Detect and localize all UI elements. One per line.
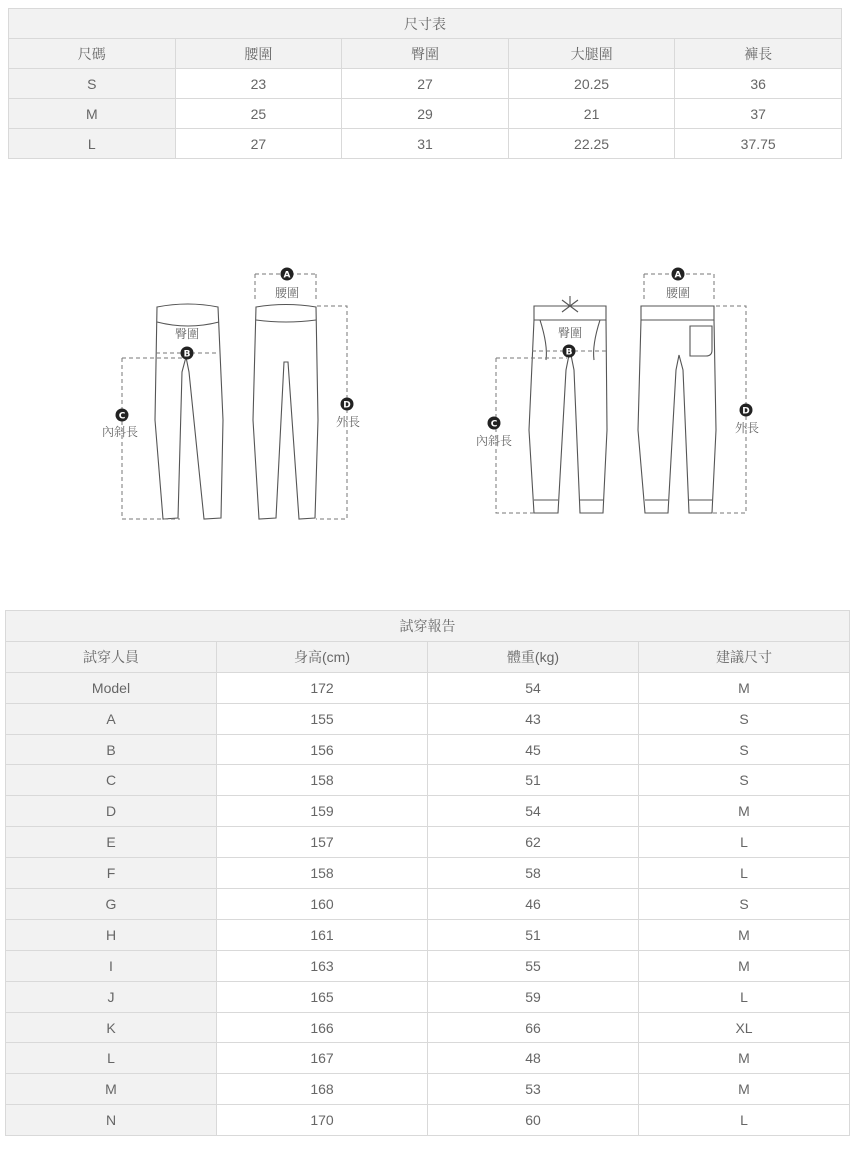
table-row [6, 734, 850, 765]
hip-cell: 29 [342, 99, 509, 129]
marker-waist-leggings [281, 268, 294, 281]
suggested-size-cell: M [639, 950, 850, 981]
tester-cell: J [6, 981, 217, 1012]
weight-cell: 45 [428, 734, 639, 765]
height-cell: 166 [217, 1012, 428, 1043]
header-hip: 臀圍 [342, 39, 509, 69]
tester-cell: G [6, 889, 217, 920]
height-cell: 158 [217, 858, 428, 889]
suggested-size-cell: S [639, 765, 850, 796]
thigh-cell: 20.25 [508, 69, 675, 99]
weight-cell: 59 [428, 981, 639, 1012]
label-inseam-joggers: 內斜長 [475, 434, 513, 448]
height-cell: 170 [217, 1105, 428, 1136]
weight-cell: 66 [428, 1012, 639, 1043]
fitting-report-table [5, 610, 850, 1136]
weight-cell: 48 [428, 1043, 639, 1074]
label-outseam-joggers: 外長 [734, 421, 760, 435]
table-row [6, 919, 850, 950]
thigh-cell: 21 [508, 99, 675, 129]
marker-inseam-joggers [488, 417, 501, 430]
marker-outseam-joggers [740, 404, 753, 417]
tester-cell: A [6, 703, 217, 734]
svg-text:D: D [742, 406, 750, 417]
header-length: 褲長 [675, 39, 842, 69]
suggested-size-cell: L [639, 1105, 850, 1136]
table-row [6, 889, 850, 920]
tester-cell: I [6, 950, 217, 981]
height-cell: 172 [217, 672, 428, 703]
marker-waist-joggers [672, 268, 685, 281]
label-waist-joggers: 腰圍 [665, 286, 691, 300]
table-row [6, 1074, 850, 1105]
weight-cell: 51 [428, 765, 639, 796]
header-tester: 試穿人員 [6, 641, 217, 672]
weight-cell: 54 [428, 796, 639, 827]
table-row [6, 1105, 850, 1136]
weight-cell: 60 [428, 1105, 639, 1136]
header-suggested-size: 建議尺寸 [639, 641, 850, 672]
joggers-back-illustration [638, 306, 716, 513]
waist-cell: 25 [175, 99, 342, 129]
height-cell: 161 [217, 919, 428, 950]
table-row [6, 858, 850, 889]
marker-hip-leggings [181, 347, 194, 360]
svg-text:A: A [674, 270, 682, 281]
waist-cell: 23 [175, 69, 342, 99]
marker-outseam-leggings [341, 398, 354, 411]
suggested-size-cell: L [639, 827, 850, 858]
suggested-size-cell: S [639, 734, 850, 765]
suggested-size-cell: M [639, 796, 850, 827]
tester-cell: C [6, 765, 217, 796]
height-cell: 156 [217, 734, 428, 765]
hip-cell: 27 [342, 69, 509, 99]
height-cell: 167 [217, 1043, 428, 1074]
marker-inseam-leggings [116, 409, 129, 422]
waist-cell: 27 [175, 129, 342, 159]
height-cell: 165 [217, 981, 428, 1012]
label-hip-joggers: 臀圍 [557, 326, 583, 340]
weight-cell: 53 [428, 1074, 639, 1105]
table-row [6, 703, 850, 734]
weight-cell: 58 [428, 858, 639, 889]
height-cell: 158 [217, 765, 428, 796]
suggested-size-cell: M [639, 1043, 850, 1074]
header-height: 身高(cm) [217, 641, 428, 672]
size-cell: L [9, 129, 176, 159]
table-row [6, 827, 850, 858]
svg-text:D: D [343, 400, 351, 411]
label-inseam-leggings: 內斜長 [101, 425, 139, 439]
fitting-report-header-row [6, 641, 850, 672]
thigh-cell: 22.25 [508, 129, 675, 159]
weight-cell: 62 [428, 827, 639, 858]
suggested-size-cell: S [639, 703, 850, 734]
tester-cell: H [6, 919, 217, 950]
label-hip-leggings: 臀圍 [174, 327, 200, 341]
table-row [6, 1043, 850, 1074]
size-cell: S [9, 69, 176, 99]
label-waist-leggings: 腰圍 [274, 286, 300, 300]
weight-cell: 55 [428, 950, 639, 981]
weight-cell: 51 [428, 919, 639, 950]
height-cell: 157 [217, 827, 428, 858]
height-cell: 160 [217, 889, 428, 920]
table-row [6, 672, 850, 703]
height-cell: 159 [217, 796, 428, 827]
weight-cell: 43 [428, 703, 639, 734]
weight-cell: 46 [428, 889, 639, 920]
svg-text:A: A [283, 270, 291, 281]
suggested-size-cell: L [639, 858, 850, 889]
size-chart-title: 尺寸表 [9, 9, 842, 39]
table-row [6, 765, 850, 796]
svg-text:B: B [183, 349, 191, 360]
tester-cell: Model [6, 672, 217, 703]
length-cell: 37.75 [675, 129, 842, 159]
height-cell: 163 [217, 950, 428, 981]
table-row [6, 796, 850, 827]
weight-cell: 54 [428, 672, 639, 703]
length-cell: 36 [675, 69, 842, 99]
suggested-size-cell: M [639, 1074, 850, 1105]
size-cell: M [9, 99, 176, 129]
suggested-size-cell: S [639, 889, 850, 920]
svg-text:C: C [490, 419, 498, 430]
header-weight: 體重(kg) [428, 641, 639, 672]
tester-cell: E [6, 827, 217, 858]
table-row [6, 981, 850, 1012]
suggested-size-cell: XL [639, 1012, 850, 1043]
marker-hip-joggers [563, 345, 576, 358]
suggested-size-cell: L [639, 981, 850, 1012]
header-size: 尺碼 [9, 39, 176, 69]
svg-text:C: C [118, 411, 126, 422]
suggested-size-cell: M [639, 672, 850, 703]
length-cell: 37 [675, 99, 842, 129]
hip-cell: 31 [342, 129, 509, 159]
tester-cell: K [6, 1012, 217, 1043]
label-outseam-leggings: 外長 [335, 415, 361, 429]
height-cell: 168 [217, 1074, 428, 1105]
tester-cell: B [6, 734, 217, 765]
leggings-back-illustration [253, 305, 318, 520]
tester-cell: F [6, 858, 217, 889]
header-waist: 腰圍 [175, 39, 342, 69]
tester-cell: L [6, 1043, 217, 1074]
table-row [6, 1012, 850, 1043]
svg-text:B: B [565, 347, 573, 358]
tester-cell: M [6, 1074, 217, 1105]
suggested-size-cell: M [639, 919, 850, 950]
tester-cell: D [6, 796, 217, 827]
height-cell: 155 [217, 703, 428, 734]
fitting-report-title: 試穿報告 [6, 611, 850, 642]
table-row [6, 950, 850, 981]
tester-cell: N [6, 1105, 217, 1136]
header-thigh: 大腿圍 [508, 39, 675, 69]
